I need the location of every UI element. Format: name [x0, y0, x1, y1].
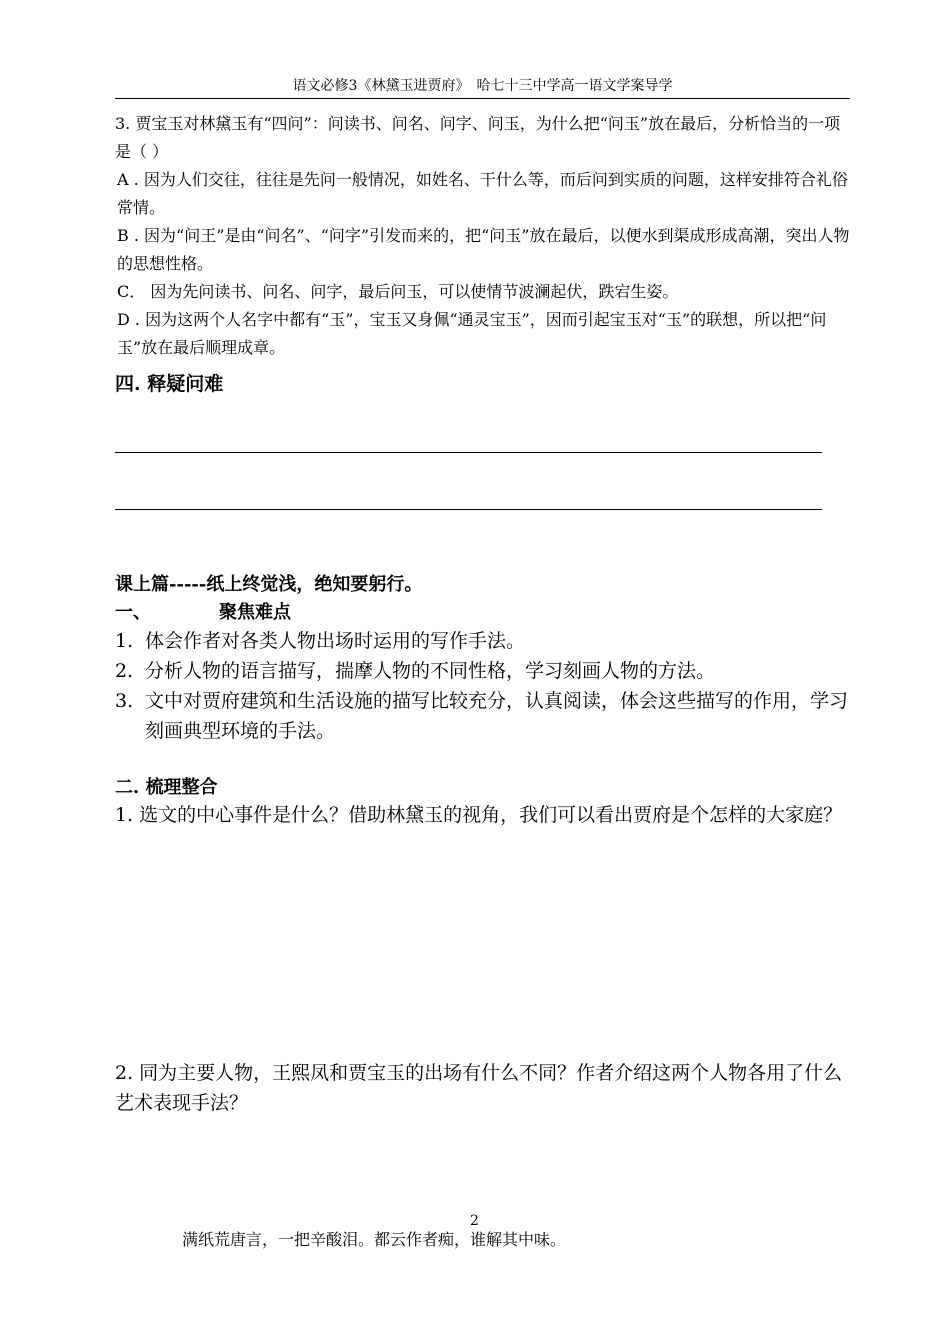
list-item-number: 2.	[115, 660, 134, 682]
question-3	[115, 110, 850, 362]
section-1-title: 聚焦难点	[219, 602, 291, 623]
list-item	[115, 686, 850, 746]
option-c: C． 因为先问读书、问名、问字，最后问玉，可以使情节波澜起伏，跌宕生姿。	[117, 282, 679, 301]
answer-line-2	[115, 509, 822, 510]
footer-quote: 满纸荒唐言，一把辛酸泪。都云作者痴，谁解其中味。	[182, 1230, 567, 1249]
difficulty-list	[115, 626, 850, 746]
option-d: D . 因为这两个人名字中都有“玉”，宝玉又身佩“通灵宝玉”，因而引起宝玉对“玉”的联想，所以把“问玉”放在最后顺理成章。	[117, 310, 827, 357]
list-item-text: 文中对贾府建筑和生活设施的描写比较充分，认真阅读，体会这些描写的作用，学习刻画典型环境的手法。	[145, 690, 849, 742]
option-b: B . 因为“问王”是由“问名”、“问字”引发而来的，把“问玉”放在最后，以便水到渠成形成高潮，突出人物的思想性格。	[117, 226, 850, 273]
answer-line-1	[115, 452, 822, 453]
page-header: 语文必修3《林黛玉进贾府》 哈七十三中学高一语文学案导学	[292, 78, 673, 94]
in-class-title: 课上篇-----纸上终觉浅，绝知要躬行。	[115, 574, 423, 595]
header-divider	[115, 98, 850, 99]
option-a: A . 因为人们交往，往往是先问一般情况，如姓名、干什么等，而后问到实质的问题，这样安排符合礼俗常情。	[117, 170, 848, 217]
section-2-title: 二. 梳理整合	[115, 777, 218, 798]
list-item-text: 体会作者对各类人物出场时运用的写作手法。	[145, 630, 526, 652]
list-item-number: 3.	[115, 690, 134, 712]
review-question-1: 1. 选文的中心事件是什么？借助林黛玉的视角，我们可以看出贾府是个怎样的大家庭？	[115, 804, 843, 826]
question-3-stem: 3. 贾宝玉对林黛玉有“四问”：问读书、问名、问字、问玉，为什么把“问玉”放在最后，分析恰当的一项是（ ）	[115, 114, 841, 161]
list-item-number: 1.	[115, 630, 134, 652]
review-question-2: 2. 同为主要人物，王熙凤和贾宝玉的出场有什么不同？作者介绍这两个人物各用了什么艺术表现手法？	[115, 1062, 843, 1114]
section-1-heading	[115, 598, 850, 628]
list-item	[115, 656, 850, 686]
section-4-title: 四. 释疑问难	[115, 373, 224, 395]
page-number: 2	[470, 1213, 479, 1229]
list-item-text: 分析人物的语言描写，揣摩人物的不同性格，学习刻画人物的方法。	[145, 660, 716, 682]
list-item	[115, 626, 850, 656]
section-1-number: 一、	[115, 602, 151, 623]
